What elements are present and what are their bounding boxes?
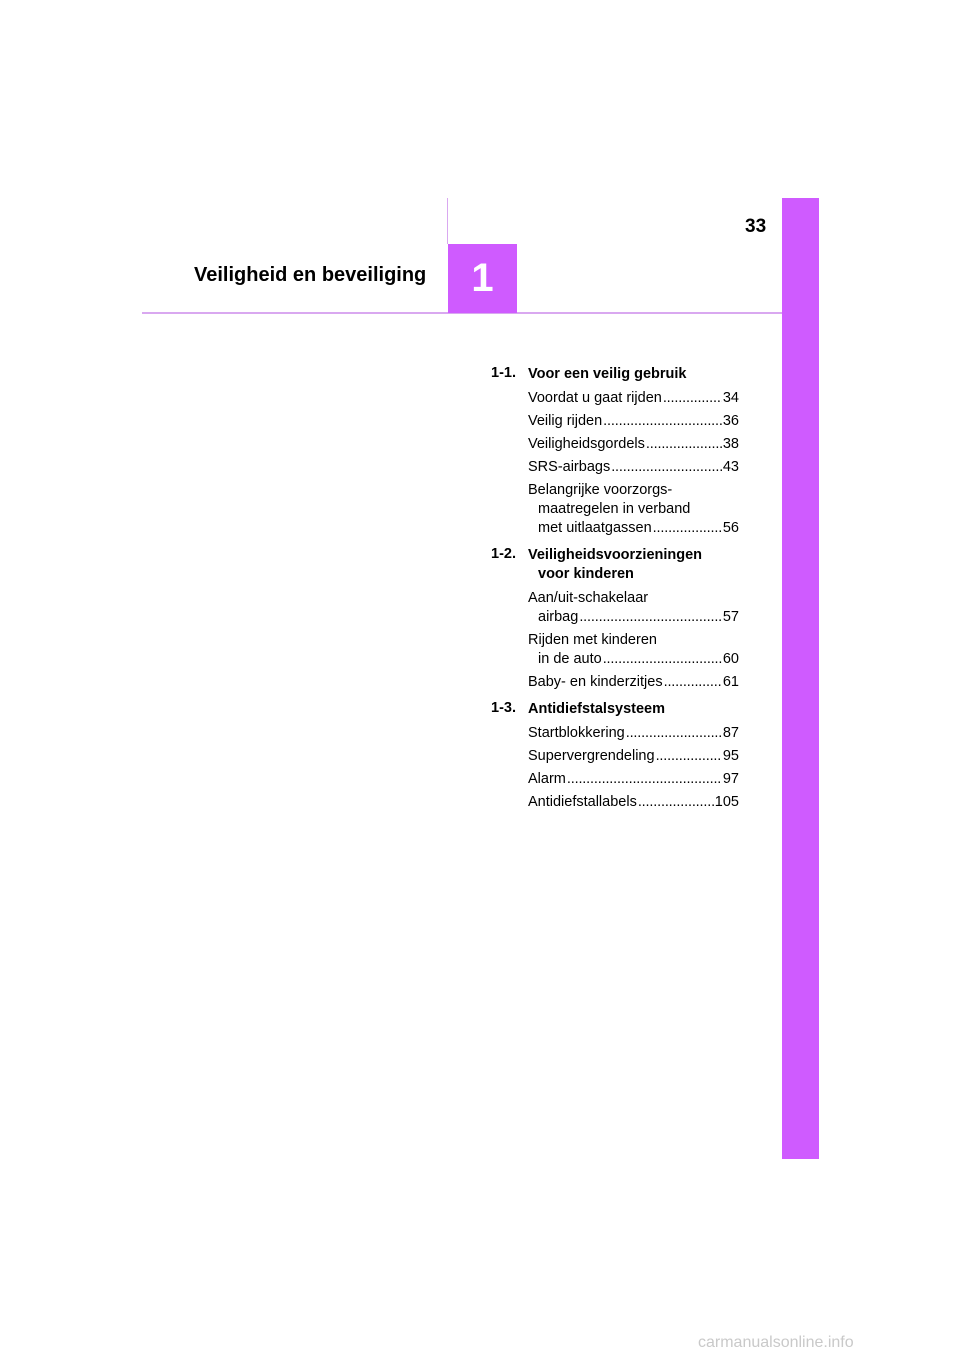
toc-section-title [528,700,739,722]
toc-entry-label: Veilig rijden [528,413,603,429]
toc-section-title-line: voor kinderen [538,566,634,582]
chapter-title: Veiligheid en beveiliging [194,264,427,286]
watermark-text: carmanualsonline.info [698,1334,854,1351]
toc-entry-page: 95 [722,748,739,764]
toc-entry-page: 43 [722,459,739,475]
toc-entry-label: Baby- en kinderzitjes [528,674,663,690]
toc-entry-page: 97 [722,771,739,787]
toc-entry-label: maatregelen in verband [538,501,691,517]
table-of-contents [491,365,739,814]
toc-entry[interactable] [528,722,739,745]
toc-entry[interactable] [528,387,739,410]
toc-entry-label: in de auto [538,651,602,667]
toc-section-title [528,365,739,387]
toc-section-title-line: Antidiefstalsysteem [528,701,665,717]
toc-dot-leader [653,519,722,538]
toc-dot-leader [626,724,722,743]
toc-entry-page: 105 [714,794,739,810]
toc-dot-leader [663,389,722,408]
toc-dot-leader [638,793,714,812]
toc-entry-page: 61 [722,674,739,690]
toc-entry-label: Rijden met kinderen [528,632,657,648]
toc-entry[interactable] [528,745,739,768]
toc-section-number: 1-2. [491,546,516,562]
toc-entry[interactable] [528,479,739,540]
toc-entry-page: 87 [722,725,739,741]
header-vertical-rule [447,198,448,244]
toc-section-number: 1-3. [491,700,516,716]
toc-entry[interactable] [528,433,739,456]
toc-section-title-line: Voor een veilig gebruik [528,366,687,382]
toc-entry[interactable] [528,629,739,671]
page-number: 33 [745,216,767,237]
toc-entry-page: 36 [722,413,739,429]
toc-entry-page: 56 [722,520,739,536]
toc-dot-leader [603,650,722,669]
toc-entry-page: 57 [722,609,739,625]
toc-dot-leader [656,747,722,766]
toc-dot-leader [611,458,722,477]
toc-section [491,546,739,694]
chapter-number: 1 [471,256,494,300]
toc-entry-page: 38 [722,436,739,452]
toc-dot-leader [664,673,722,692]
toc-dot-leader [579,608,722,627]
toc-entry-page: 60 [722,651,739,667]
toc-entry[interactable] [528,671,739,694]
toc-entry-label: SRS-airbags [528,459,611,475]
toc-section [491,365,739,540]
toc-entry-label: met uitlaatgassen [538,520,652,536]
toc-entry-label: airbag [538,609,579,625]
toc-entry[interactable] [528,791,739,814]
toc-section-title [528,546,739,587]
toc-entry-label: Belangrijke voorzorgs- [528,482,673,498]
toc-entry-label: Supervergrendeling [528,748,655,764]
toc-entry-label: Veiligheidsgordels [528,436,645,452]
chapter-number-box [448,244,517,313]
toc-entry-label: Aan/uit-schakelaar [528,590,649,606]
side-chapter-tab [782,198,819,1159]
toc-dot-leader [603,412,722,431]
toc-section-number: 1-1. [491,365,516,381]
toc-entry-label: Startblokkering [528,725,625,741]
toc-entry-page: 34 [722,390,739,406]
toc-dot-leader [646,435,722,454]
toc-entry[interactable] [528,587,739,629]
toc-entry[interactable] [528,410,739,433]
toc-entry-label: Alarm [528,771,566,787]
toc-section [491,700,739,814]
toc-entry[interactable] [528,768,739,791]
toc-section-title-line: Veiligheidsvoorzieningen [528,547,703,563]
toc-entry-label: Voordat u gaat rijden [528,390,662,406]
toc-dot-leader [567,770,722,789]
toc-entry-label: Antidiefstallabels [528,794,637,810]
toc-entry[interactable] [528,456,739,479]
